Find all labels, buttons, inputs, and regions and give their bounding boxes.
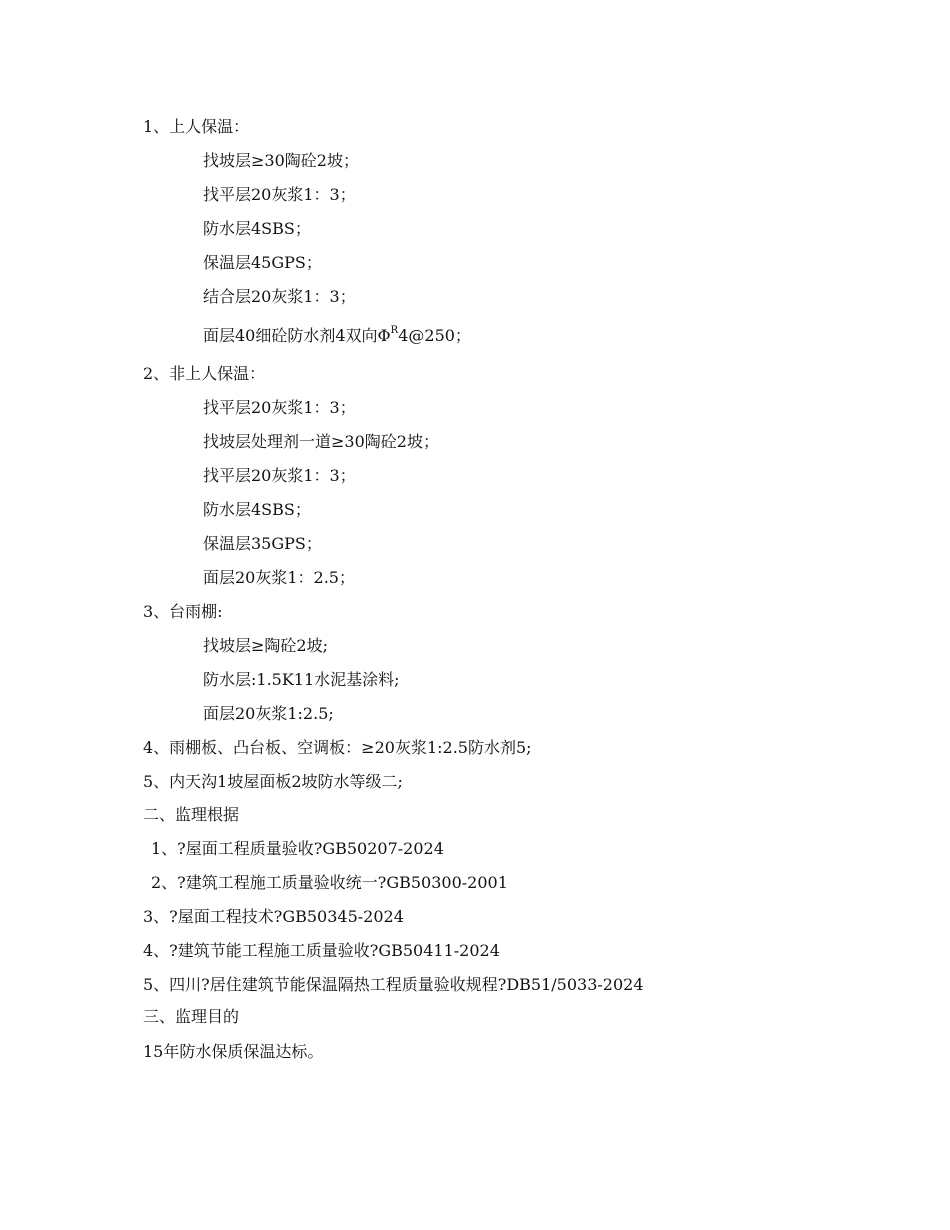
reinforcement-text: 面层40细砼防水剂4双向Φ: [203, 326, 391, 345]
reinforcement-spec: 4@250；: [398, 326, 471, 345]
section1-item-reinforcement: [203, 326, 471, 346]
section1-item: 保温层45GPS；: [203, 253, 322, 272]
rebar-grade-superscript: R: [390, 324, 399, 336]
section2-item: 找平层20灰浆1：3；: [203, 466, 356, 485]
section3-heading: 3、台雨棚:: [143, 602, 223, 621]
section4-text: 4、雨棚板、凸台板、空调板：≥20灰浆1:2.5防水剂5;: [143, 738, 532, 757]
basis-item: 3、?屋面工程技术?GB50345-2024: [143, 907, 404, 926]
section3-item: 防水层:1.5K11水泥基涂料;: [203, 670, 400, 689]
section1-item: 找平层20灰浆1：3；: [203, 185, 356, 204]
section3-item: 找坡层≥陶砼2坡;: [203, 636, 328, 655]
basis-heading: 二、监理根据: [143, 805, 240, 824]
section2-item: 防水层4SBS；: [203, 500, 311, 519]
section2-heading: 2、非上人保温：: [143, 364, 266, 383]
purpose-text: 15年防水保质保温达标。: [143, 1042, 324, 1061]
section2-item: 找坡层处理剂一道≥30陶砼2坡；: [203, 432, 439, 451]
purpose-heading: 三、监理目的: [143, 1007, 240, 1026]
section2-item: 保温层35GPS；: [203, 534, 322, 553]
basis-item: 5、四川?居住建筑节能保温隔热工程质量验收规程?DB51/5033-2024: [143, 975, 644, 994]
section2-item: 找平层20灰浆1：3；: [203, 398, 356, 417]
section5-text: 5、内天沟1坡屋面板2坡防水等级二;: [143, 772, 403, 791]
section1-item: 找坡层≥30陶砼2坡；: [203, 151, 359, 170]
basis-item: 1、?屋面工程质量验收?GB50207-2024: [151, 839, 444, 858]
basis-item: 4、?建筑节能工程施工质量验收?GB50411-2024: [143, 941, 500, 960]
section1-item: 结合层20灰浆1：3；: [203, 287, 356, 306]
section1-heading: 1、上人保温：: [143, 117, 250, 136]
section2-item: 面层20灰浆1：2.5；: [203, 568, 355, 587]
section3-item: 面层20灰浆1:2.5;: [203, 704, 334, 723]
basis-item: 2、?建筑工程施工质量验收统一?GB50300-2001: [151, 873, 508, 892]
section1-item: 防水层4SBS；: [203, 219, 311, 238]
